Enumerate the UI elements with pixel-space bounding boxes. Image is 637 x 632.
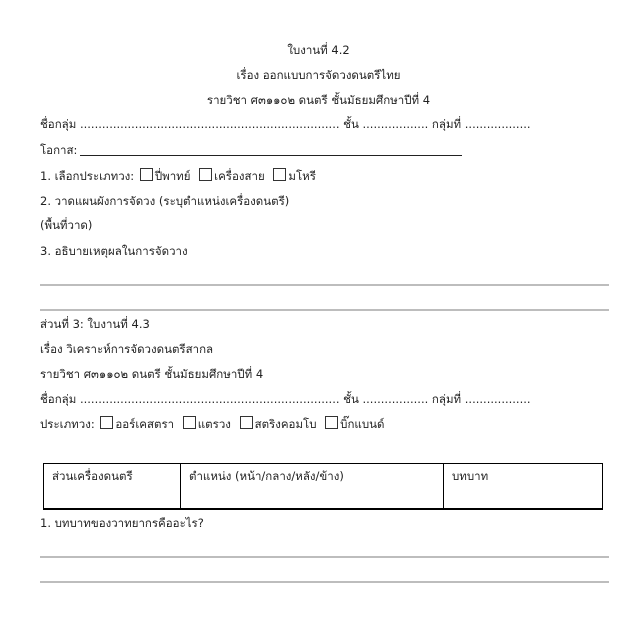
drawing-area-label: (พื้นที่วาด) xyxy=(40,218,93,232)
option-mahori: มโหรี xyxy=(288,169,316,183)
option-khrueangsai: เครื่องสาย xyxy=(214,169,265,183)
table-row xyxy=(44,464,603,510)
checkbox-string-combo[interactable] xyxy=(240,416,253,429)
ensemble-type-question xyxy=(40,168,319,186)
checkbox-orchestra[interactable] xyxy=(100,416,113,429)
answer-line[interactable] xyxy=(40,556,609,558)
reason-question: 3. อธิบายเหตุผลในการจัดวาง xyxy=(40,244,188,258)
band-type-label: ประเภทวง: xyxy=(40,417,95,431)
worksheet-subject: รายวิชา ศ๓๑๑๐๒ ดนตรี ชั้นมัธยมศึกษาปีที่ 4 xyxy=(206,93,431,107)
table-header-role: บทบาท xyxy=(444,464,603,510)
checkbox-brass-band[interactable] xyxy=(183,416,196,429)
table-header-position: ตำแหน่ง (หน้า/กลาง/หลัง/ข้าง) xyxy=(181,464,444,510)
instrument-table xyxy=(43,463,603,510)
worksheet-subject: รายวิชา ศ๓๑๑๐๒ ดนตรี ชั้นมัธยมศึกษาปีที่ 4 xyxy=(40,367,264,381)
answer-line[interactable] xyxy=(40,284,609,286)
table-header-section: ส่วนเครื่องดนตรี xyxy=(44,464,181,510)
band-type-question xyxy=(40,416,387,434)
diagram-question-label: 2. วาดแผนผังการจัดวง xyxy=(40,194,156,208)
occasion-label: โอกาส: xyxy=(40,143,78,157)
option-orchestra: ออร์เคสตรา xyxy=(115,417,175,431)
worksheet-title: ใบงานที่ 4.2 xyxy=(287,43,350,57)
option-big-band: บิ๊กแบนด์ xyxy=(340,417,385,431)
answer-line[interactable] xyxy=(40,581,609,583)
group-info-line: ชื่อกลุ่ม ....................................................................... ชั้น .................. กลุ่มที่ .................. xyxy=(40,117,531,131)
section-heading: ส่วนที่ 3: ใบงานที่ 4.3 xyxy=(40,317,150,331)
checkbox-khrueangsai[interactable] xyxy=(199,168,212,181)
diagram-question-hint: (ระบุตำแหน่งเครื่องดนตรี) xyxy=(158,194,290,208)
ensemble-type-label: 1. เลือกประเภทวง: xyxy=(40,169,135,183)
worksheet-topic: เรื่อง ออกแบบการจัดวงดนตรีไทย xyxy=(236,68,401,82)
option-string-combo: สตริงคอมโบ xyxy=(254,417,317,431)
diagram-question xyxy=(40,193,289,211)
option-piphat: ปี่พาทย์ xyxy=(154,169,191,183)
conductor-question: 1. บทบาทของวาทยากรคืออะไร? xyxy=(40,516,204,530)
group-info-line: ชื่อกลุ่ม ....................................................................... ชั้น .................. กลุ่มที่ .................. xyxy=(40,392,531,406)
option-brass-band: แตรวง xyxy=(197,417,231,431)
checkbox-mahori[interactable] xyxy=(273,168,286,181)
checkbox-piphat[interactable] xyxy=(140,168,153,181)
checkbox-big-band[interactable] xyxy=(325,416,338,429)
occasion-fill-line[interactable] xyxy=(80,155,462,156)
worksheet-topic: เรื่อง วิเคราะห์การจัดวงดนตรีสากล xyxy=(40,342,214,356)
answer-line[interactable] xyxy=(40,309,609,311)
